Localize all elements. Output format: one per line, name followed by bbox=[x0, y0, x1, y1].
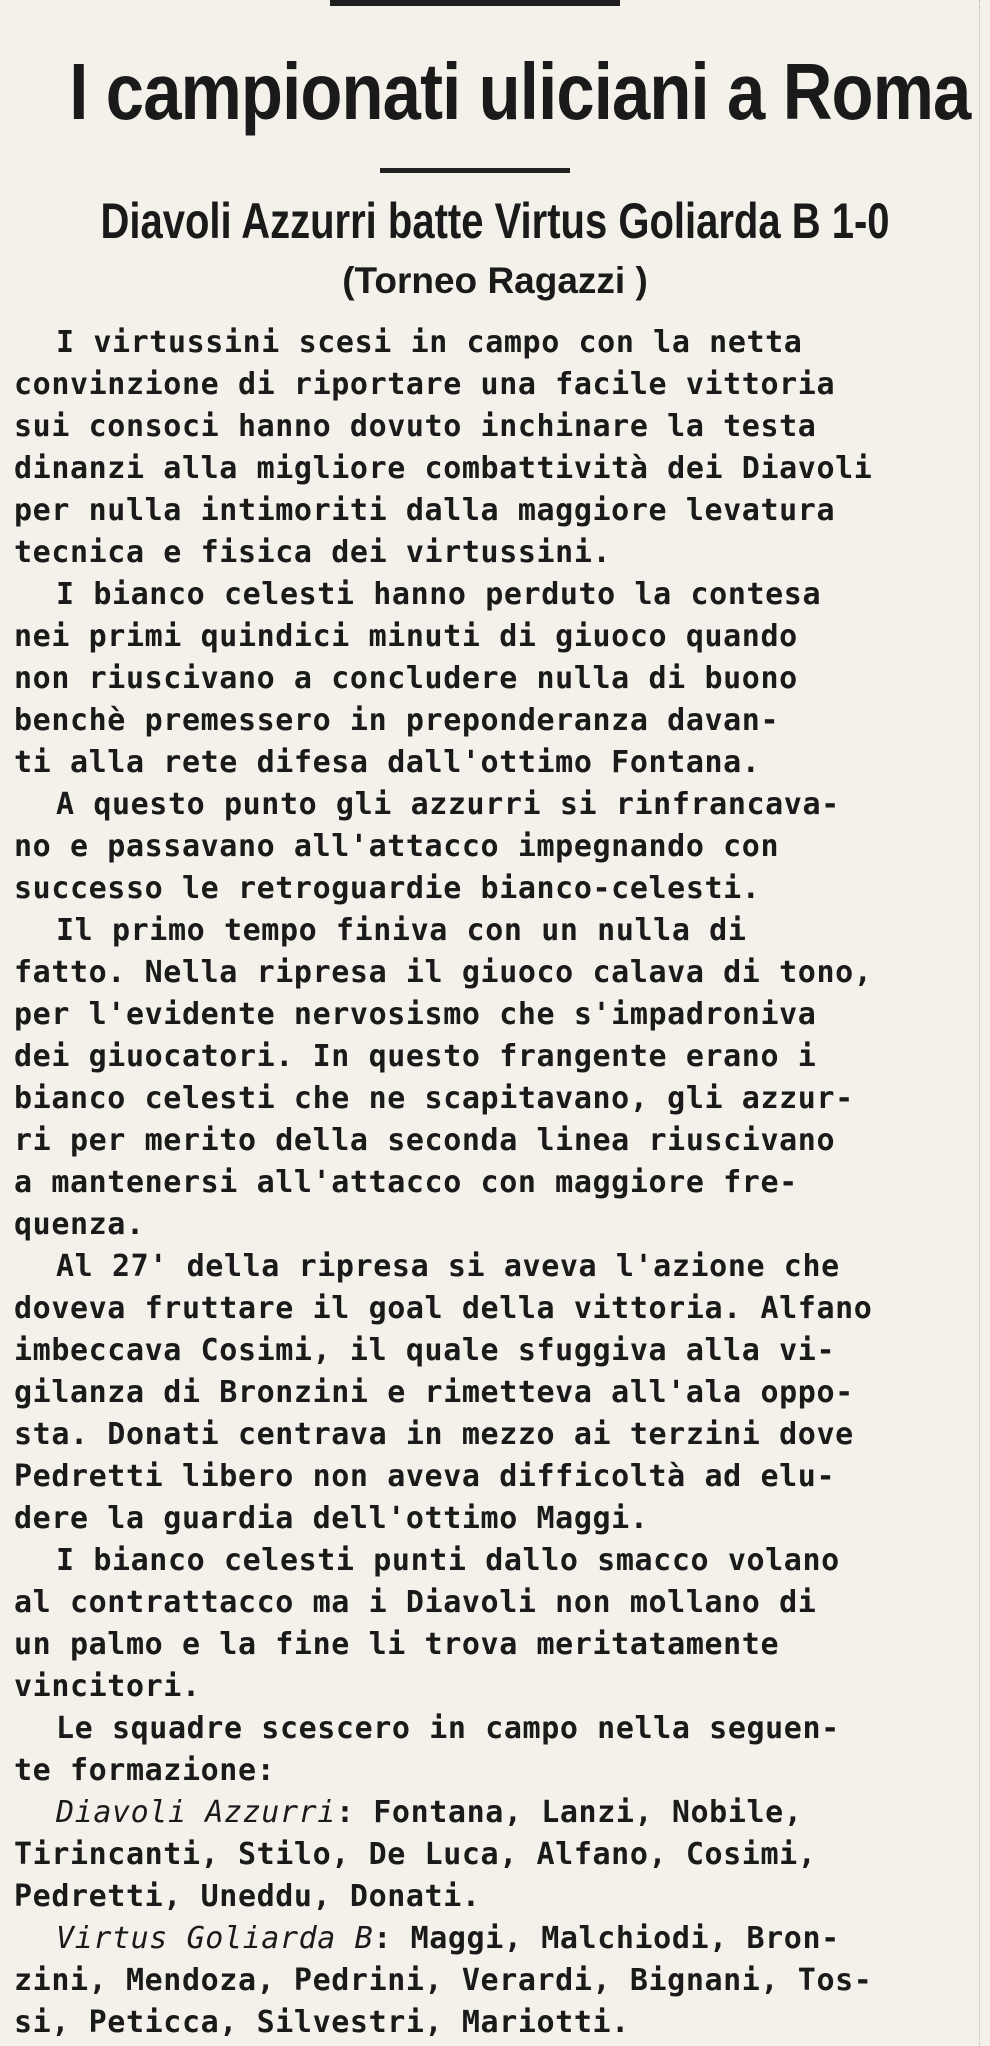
lineup-players: : Fontana, Lanzi, Nobile, bbox=[335, 1795, 803, 1830]
text-line: bianco celesti che ne scapitavano, gli azzur- bbox=[14, 1081, 854, 1116]
headline-rule bbox=[380, 168, 570, 173]
text-line: sta. Donati centrava in mezzo ai terzini dove bbox=[14, 1417, 854, 1452]
text-line: doveva fruttare il goal della vittoria. Alfano bbox=[14, 1291, 873, 1326]
text-line: fatto. Nella ripresa il giuoco calava di tono, bbox=[14, 955, 873, 990]
page-edge bbox=[979, 0, 986, 2046]
text-line: I virtussini scesi in campo con la netta bbox=[56, 325, 803, 360]
paragraph bbox=[14, 574, 934, 784]
text-line: sui consoci hanno dovuto inchinare la testa bbox=[14, 409, 817, 444]
lineup-first-line bbox=[14, 1918, 934, 1960]
team-name: Diavoli Azzurri bbox=[56, 1795, 336, 1830]
lineup-first-line bbox=[14, 1792, 934, 1834]
text-line: al contrattacco ma i Diavoli non mollano di bbox=[14, 1585, 817, 1620]
text-line: benchè premessero in preponderanza davan- bbox=[14, 703, 780, 738]
subheadline: Diavoli Azzurri batte Virtus Goliarda B 1-0 bbox=[100, 193, 890, 249]
text-line: tecnica e fisica dei virtussini. bbox=[14, 535, 612, 570]
paragraph bbox=[14, 322, 934, 574]
text-line: Pedretti libero non aveva difficoltà ad elu- bbox=[14, 1459, 836, 1494]
paragraph bbox=[14, 1540, 934, 1708]
text-line: non riuscivano a concludere nulla di buono bbox=[14, 661, 798, 696]
text-line: dinanzi alla migliore combattività dei Diavoli bbox=[14, 451, 873, 486]
text-line: te formazione: bbox=[14, 1753, 276, 1788]
paragraph bbox=[14, 1708, 934, 1792]
text-line: Al 27' della ripresa si aveva l'azione che bbox=[56, 1249, 840, 1284]
text-line: dei giuocatori. In questo frangente erano i bbox=[14, 1039, 817, 1074]
top-rule bbox=[330, 0, 620, 6]
headline: I campionati uliciani a Roma bbox=[69, 47, 971, 136]
text-line: per l'evidente nervosismo che s'impadroniva bbox=[14, 997, 817, 1032]
text-line: nei primi quindici minuti di giuoco quando bbox=[14, 619, 798, 654]
paragraph bbox=[14, 910, 934, 1246]
lineup-virtus-goliarda-b bbox=[14, 1918, 934, 2044]
text-line: imbeccava Cosimi, il quale sfuggiva alla vi- bbox=[14, 1333, 836, 1368]
text-line: Pedretti, Uneddu, Donati. bbox=[14, 1879, 481, 1914]
text-line: A questo punto gli azzurri si rinfrancava- bbox=[56, 787, 840, 822]
article-body bbox=[14, 322, 934, 2044]
text-line: no e passavano all'attacco impegnando con bbox=[14, 829, 780, 864]
text-line: Il primo tempo finiva con un nulla di bbox=[56, 913, 747, 948]
lineup-players: : Maggi, Malchiodi, Bron- bbox=[373, 1921, 840, 1956]
text-line: si, Peticca, Silvestri, Mariotti. bbox=[14, 2005, 630, 2040]
text-line: successo le retroguardie bianco-celesti. bbox=[14, 871, 761, 906]
text-line: ti alla rete difesa dall'ottimo Fontana. bbox=[14, 745, 761, 780]
text-line: per nulla intimoriti dalla maggiore levatura bbox=[14, 493, 836, 528]
text-line: un palmo e la fine li trova meritatamente bbox=[14, 1627, 780, 1662]
text-line: dere la guardia dell'ottimo Maggi. bbox=[14, 1501, 649, 1536]
text-line: I bianco celesti hanno perduto la contesa bbox=[56, 577, 822, 612]
paragraph bbox=[14, 784, 934, 910]
text-line: vincitori. bbox=[14, 1669, 201, 1704]
text-line: Tirincanti, Stilo, De Luca, Alfano, Cosimi, bbox=[14, 1837, 817, 1872]
text-line: ri per merito della seconda linea riuscivano bbox=[14, 1123, 836, 1158]
text-line: gilanza di Bronzini e rimetteva all'ala oppo- bbox=[14, 1375, 854, 1410]
text-line: convinzione di riportare una facile vittoria bbox=[14, 367, 836, 402]
text-line: zini, Mendoza, Pedrini, Verardi, Bignani, Tos- bbox=[14, 1963, 873, 1998]
text-line: quenza. bbox=[14, 1207, 145, 1242]
team-name: Virtus Goliarda B bbox=[56, 1921, 374, 1956]
text-line: a mantenersi all'attacco con maggiore fre- bbox=[14, 1165, 798, 1200]
text-line: I bianco celesti punti dallo smacco volano bbox=[56, 1543, 840, 1578]
paragraph bbox=[14, 1246, 934, 1540]
lineup-diavoli-azzurri bbox=[14, 1792, 934, 1918]
text-line: Le squadre scescero in campo nella seguen- bbox=[56, 1711, 840, 1746]
section-label: (Torneo Ragazzi ) bbox=[342, 260, 648, 301]
